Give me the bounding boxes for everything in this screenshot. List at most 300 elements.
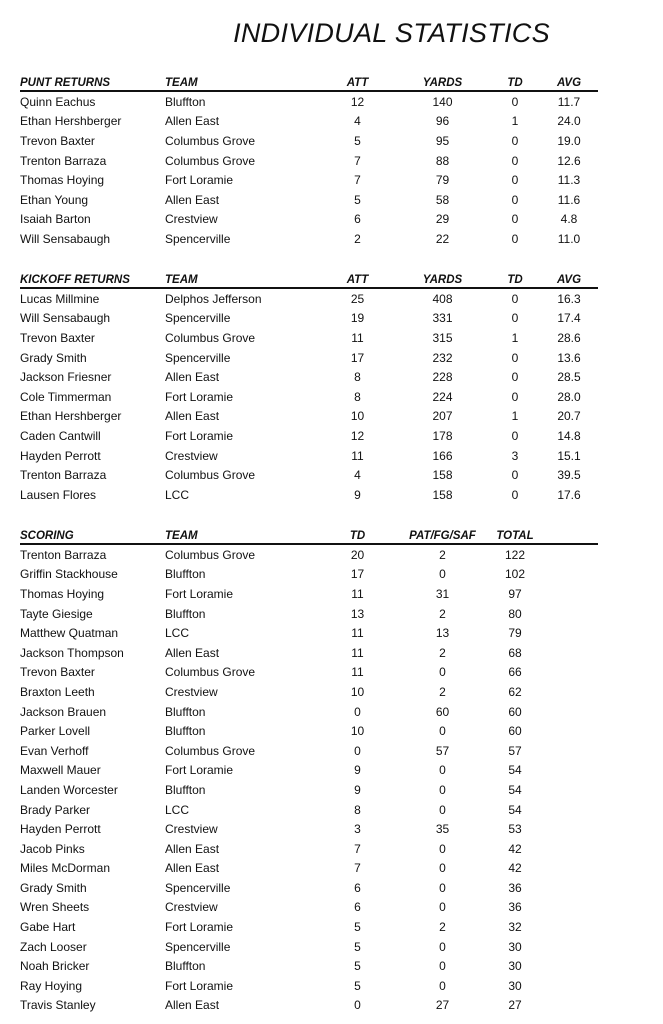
table-row [20,426,598,446]
table-cell: 331 [432,311,453,326]
table-cell: 0 [354,743,361,758]
table-cell: 31 [435,586,450,601]
table-cell: 42 [508,861,522,876]
table-cell: Ray Hoying [20,978,83,993]
table-cell: Allen East [165,114,220,129]
table-row [20,190,598,210]
table-cell: 0 [511,389,519,404]
table-cell: Columbus Grove [165,468,256,483]
table-cell: 25 [350,291,365,306]
page-title: INDIVIDUAL STATISTICS [233,18,550,48]
table-cell: 10 [350,724,365,739]
table-cell: 2 [439,684,446,699]
table-cell: 5 [354,133,361,148]
table-cell: 11 [351,665,364,680]
table-cell [540,839,598,859]
table-row [20,604,598,624]
table-row [20,937,598,957]
table-row [20,112,598,132]
table-cell: 0 [439,724,446,739]
table-cell: Travis Stanley [20,998,96,1013]
table-cell: Crestview [165,900,218,915]
table-cell: 2 [354,231,361,246]
table-row [20,565,598,585]
table-cell: 9 [354,487,361,502]
table-cell: 30 [508,978,522,993]
table-cell: Columbus Grove [165,547,256,562]
table-row [20,643,598,663]
table-cell: Brady Parker [20,802,91,817]
table-cell: 7 [354,173,361,188]
column-header: KICKOFF RETURNS [20,268,165,288]
table-row [20,702,598,722]
column-header: TD [490,268,540,288]
table-cell [540,663,598,683]
table-cell [540,976,598,996]
table-cell: 3 [511,448,519,463]
table-row [20,348,598,368]
table-cell: 4.8 [560,212,578,227]
table-cell [540,780,598,800]
table-cell: Spencerville [165,350,231,365]
table-row [20,91,598,112]
table-cell: Ethan Young [20,192,89,207]
table-cell: Spencerville [165,311,231,326]
table-cell: 1 [511,330,519,345]
table-cell: Lucas Millmine [20,291,100,306]
column-header: SCORING [20,524,165,544]
table-cell: 17.4 [557,311,581,326]
table-cell: Trenton Barraza [20,547,107,562]
table-cell: LCC [165,802,190,817]
table-cell: 30 [508,939,522,954]
table-cell: Allen East [165,861,220,876]
header-row [20,71,598,91]
table-row [20,465,598,485]
table-cell: 6 [354,212,361,227]
table-cell: 11 [351,330,364,345]
table-cell: Trenton Barraza [20,468,107,483]
table-cell [540,604,598,624]
table-cell: 4 [354,114,361,129]
table-cell: 17 [350,567,365,582]
table-cell: 5 [354,959,361,974]
table-cell: Noah Bricker [20,959,90,974]
table-cell: 0 [439,841,446,856]
table-cell [540,956,598,976]
table-cell [540,741,598,761]
table-cell: 228 [432,370,453,385]
table-cell: 5 [354,920,361,935]
table-row [20,780,598,800]
scoring-table [20,524,598,1015]
table-cell [540,643,598,663]
table-cell: 102 [504,567,526,582]
column-header: YARDS [395,268,490,288]
table-cell: 53 [508,822,522,837]
table-cell: 11 [351,448,364,463]
table-cell: 408 [432,291,453,306]
table-cell: 0 [439,763,446,778]
table-cell: 8 [354,389,361,404]
table-cell: 36 [508,880,522,895]
table-row [20,407,598,427]
table-row [20,446,598,466]
table-cell: Spencerville [165,880,231,895]
table-cell: Miles McDorman [20,861,111,876]
table-cell: Lausen Flores [20,487,97,502]
table-cell [540,937,598,957]
table-cell: Bluffton [165,724,206,739]
table-cell: 16.3 [557,291,581,306]
table-cell [540,721,598,741]
table-cell: 2 [439,645,446,660]
table-cell: 60 [508,704,522,719]
table-cell: 8 [354,370,361,385]
table-cell: Trenton Barraza [20,153,107,168]
table-cell: Caden Cantwill [20,428,101,443]
punt-returns-table [20,71,598,249]
table-cell: 11 [351,626,364,641]
table-cell: 17 [350,350,365,365]
table-cell: 29 [435,212,450,227]
table-cell: 0 [439,802,446,817]
table-cell [540,623,598,643]
table-cell: 0 [511,94,519,109]
table-cell: 54 [508,763,522,778]
table-cell: Cole Timmerman [20,389,112,404]
table-cell: 0 [439,900,446,915]
table-cell: Allen East [165,645,220,660]
table-cell: Matthew Quatman [20,626,119,641]
table-cell: 79 [508,626,522,641]
table-cell: Hayden Perrott [20,448,101,463]
table-cell: 36 [508,900,522,915]
table-cell: LCC [165,626,190,641]
table-row [20,663,598,683]
table-cell: Allen East [165,370,220,385]
column-header: AVG [540,268,598,288]
table-cell [540,682,598,702]
table-cell: 0 [439,880,446,895]
table-cell: Wren Sheets [20,900,90,915]
table-cell: 0 [511,487,519,502]
table-cell: 0 [439,782,446,797]
table-row [20,721,598,741]
table-cell: 28.6 [557,330,581,345]
table-cell: Ethan Hershberger [20,114,122,129]
table-row [20,996,598,1016]
table-cell: Allen East [165,998,220,1013]
table-cell: 2 [439,547,446,562]
table-cell: Crestview [165,448,218,463]
table-row [20,976,598,996]
table-cell: Columbus Grove [165,330,256,345]
table-cell: Delphos Jefferson [165,291,262,306]
table-cell: Bluffton [165,782,206,797]
table-cell: 122 [504,547,526,562]
table-cell: 2 [439,606,446,621]
table-cell: 6 [354,900,361,915]
table-cell: 0 [511,133,519,148]
column-header: TEAM [165,268,320,288]
table-row [20,898,598,918]
table-cell: 0 [511,231,519,246]
column-header: ATT [320,71,395,91]
table-cell [540,917,598,937]
table-cell: Fort Loramie [165,428,234,443]
table-cell: Columbus Grove [165,133,256,148]
table-cell: Fort Loramie [165,173,234,188]
table-cell: Crestview [165,212,218,227]
table-cell: 140 [432,94,453,109]
table-cell: 12.6 [557,153,581,168]
table-cell: Allen East [165,192,220,207]
table-row [20,800,598,820]
table-cell: Jacob Pinks [20,841,85,856]
table-row [20,741,598,761]
table-cell: Fort Loramie [165,978,234,993]
table-cell: Isaiah Barton [20,212,91,227]
table-row [20,288,598,309]
table-cell: Fort Loramie [165,920,234,935]
table-cell: 5 [354,192,361,207]
table-row [20,761,598,781]
table-row [20,917,598,937]
table-row [20,584,598,604]
table-cell: 62 [508,684,522,699]
table-row [20,485,598,505]
table-cell: 7 [354,841,361,856]
table-cell [540,702,598,722]
table-cell: Ethan Hershberger [20,409,122,424]
table-cell: 0 [439,665,446,680]
table-cell: Columbus Grove [165,153,256,168]
column-header: TD [320,524,395,544]
table-cell: 0 [354,998,361,1013]
table-row [20,328,598,348]
table-cell: Columbus Grove [165,665,256,680]
table-row [20,682,598,702]
table-cell: 0 [511,468,519,483]
table-cell: Braxton Leeth [20,684,95,699]
table-cell: 0 [511,311,519,326]
table-cell: Bluffton [165,606,206,621]
table-cell: 0 [439,861,446,876]
table-cell: 11.0 [557,231,581,246]
table-cell [540,859,598,879]
table-cell: 5 [354,978,361,993]
table-cell: Bluffton [165,704,206,719]
table-cell: 7 [354,861,361,876]
table-cell: 0 [354,704,361,719]
table-cell: Trevon Baxter [20,330,95,345]
table-cell: 60 [435,704,450,719]
table-cell: 11.6 [557,192,581,207]
table-cell: 79 [435,173,450,188]
table-cell: 30 [508,959,522,974]
table-cell: Allen East [165,409,220,424]
table-cell: Thomas Hoying [20,586,105,601]
table-cell: Grady Smith [20,350,87,365]
table-row [20,367,598,387]
column-header: TD [490,71,540,91]
table-cell: Will Sensabaugh [20,311,111,326]
table-cell: 54 [508,782,522,797]
column-header: TOTAL [490,524,540,544]
kickoff-returns-table [20,268,598,505]
table-cell: 3 [354,822,361,837]
table-cell: Grady Smith [20,880,87,895]
table-cell: Jackson Friesner [20,370,112,385]
table-cell: 10 [350,409,365,424]
table-cell: 32 [508,920,522,935]
table-cell: 0 [511,370,519,385]
table-cell: Spencerville [165,231,231,246]
table-cell: 97 [508,586,522,601]
table-cell [540,996,598,1016]
table-cell: 20 [350,547,365,562]
table-cell: 95 [435,133,450,148]
table-cell: 27 [435,998,450,1013]
table-cell: 19.0 [557,133,581,148]
table-cell: 13 [435,626,450,641]
column-header: TEAM [165,524,320,544]
table-cell: 0 [511,153,519,168]
table-cell: 0 [511,212,519,227]
table-row [20,878,598,898]
table-cell: 39.5 [557,468,581,483]
table-cell: Bluffton [165,567,206,582]
table-row [20,309,598,329]
table-cell: 13 [350,606,365,621]
table-cell: 57 [508,743,522,758]
table-cell [540,761,598,781]
table-cell: 68 [508,645,522,660]
table-row [20,170,598,190]
table-cell: Trevon Baxter [20,133,95,148]
table-row [20,131,598,151]
table-cell: 9 [354,763,361,778]
table-row [20,623,598,643]
header-row [20,524,598,544]
table-cell: 6 [354,880,361,895]
table-cell: 11.7 [557,94,581,109]
table-cell [540,544,598,565]
table-row [20,839,598,859]
table-cell: Fort Loramie [165,389,234,404]
table-cell [540,800,598,820]
table-cell: 14.8 [557,428,581,443]
table-cell: Landen Worcester [20,782,118,797]
table-cell: 80 [508,606,522,621]
table-cell: 207 [432,409,453,424]
table-cell: Trevon Baxter [20,665,95,680]
table-cell: Tayte Giesige [20,606,93,621]
column-header: YARDS [395,71,490,91]
table-cell: 11.3 [557,173,581,188]
table-row [20,229,598,249]
table-cell: Parker Lovell [20,724,91,739]
table-cell: 1 [511,409,519,424]
table-cell: 11 [351,586,364,601]
table-cell: 166 [432,448,453,463]
table-cell [540,565,598,585]
table-cell: 158 [432,487,453,502]
table-cell: 24.0 [557,114,581,129]
table-cell: 232 [432,350,453,365]
table-cell: 5 [354,939,361,954]
table-cell: 28.0 [557,389,581,404]
header-row [20,268,598,288]
table-cell: 17.6 [557,487,581,502]
table-cell: 42 [508,841,522,856]
column-header: PUNT RETURNS [20,71,165,91]
table-cell: 158 [432,468,453,483]
table-cell: Fort Loramie [165,763,234,778]
table-cell: Quinn Eachus [20,94,96,109]
table-cell: Jackson Brauen [20,704,107,719]
table-cell: 2 [439,920,446,935]
table-cell: 66 [508,665,522,680]
table-cell: Griffin Stackhouse [20,567,118,582]
table-cell: 13.6 [557,350,581,365]
table-cell: 0 [439,959,446,974]
table-cell: Columbus Grove [165,743,256,758]
table-cell: 22 [435,231,450,246]
table-row [20,387,598,407]
column-header [540,524,598,544]
table-cell: 9 [354,782,361,797]
table-cell: 0 [511,192,519,207]
table-cell: 54 [508,802,522,817]
table-row [20,151,598,171]
table-cell: 0 [511,428,519,443]
table-cell: 4 [354,468,361,483]
table-row [20,859,598,879]
table-cell: 19 [350,311,365,326]
table-cell: 0 [511,350,519,365]
table-cell: 224 [432,389,453,404]
table-cell: 1 [511,114,519,129]
table-cell: Spencerville [165,939,231,954]
table-cell: 0 [439,978,446,993]
table-cell: 20.7 [557,409,581,424]
table-cell: 8 [354,802,361,817]
table-cell: 0 [511,291,519,306]
column-header: AVG [540,71,598,91]
table-cell: Crestview [165,684,218,699]
column-header: ATT [320,268,395,288]
table-cell: Bluffton [165,94,206,109]
table-cell: 11 [351,645,364,660]
table-cell: Maxwell Mauer [20,763,101,778]
table-cell: 96 [435,114,450,129]
table-cell: 178 [432,428,453,443]
table-cell [540,584,598,604]
table-cell [540,898,598,918]
table-cell: 27 [508,998,522,1013]
table-cell: 88 [435,153,450,168]
table-cell: 0 [439,939,446,954]
table-cell: Will Sensabaugh [20,231,111,246]
table-row [20,819,598,839]
table-cell: Fort Loramie [165,586,234,601]
table-cell: 35 [435,822,450,837]
table-cell: 7 [354,153,361,168]
table-cell: Zach Looser [20,939,87,954]
table-cell: 12 [350,428,365,443]
